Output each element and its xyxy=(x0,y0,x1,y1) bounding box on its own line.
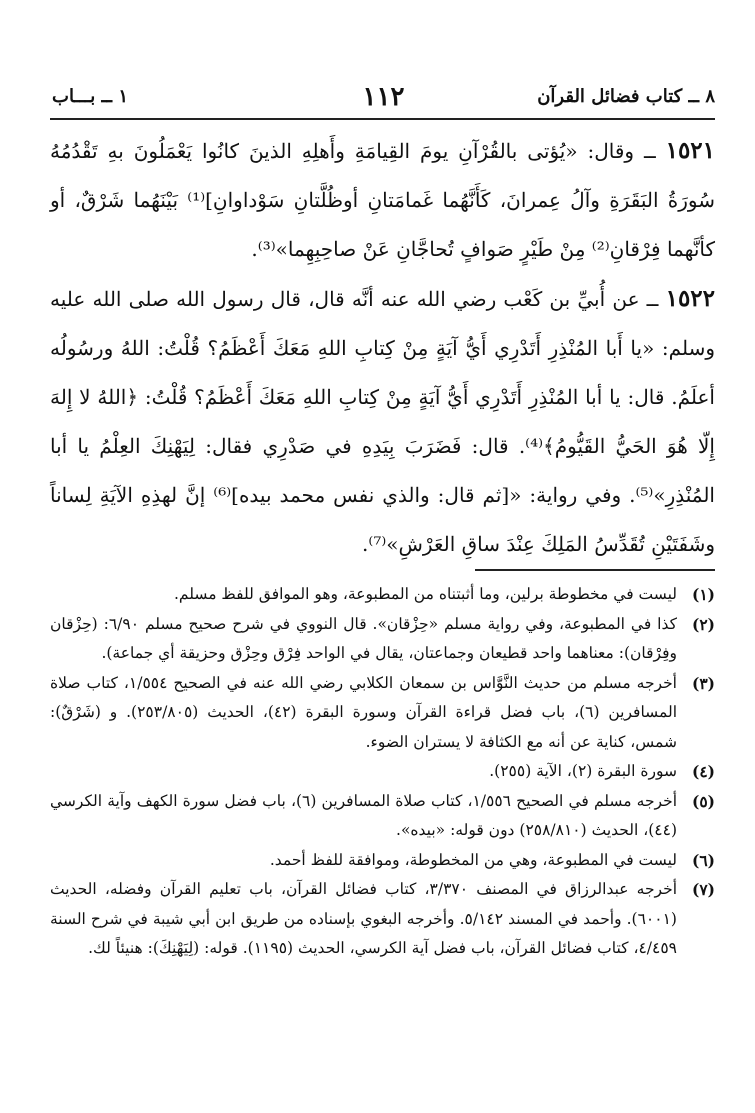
footnote-text: كذا في المطبوعة، وفي رواية مسلم «حِزْقان». قال النووي في شرح صحيح مسلم ٦/٩٠: (حِزْقان وفِرْقان): معناهما واحد قطيعان وجماعتان، يقال في الواحد فِرْق وحِزْق وحزيقة أي جماعة). xyxy=(50,614,677,662)
footnote-number: (١) xyxy=(691,585,715,604)
hadith-entry xyxy=(50,126,715,274)
chapter-label: ١ ــ بـــاب xyxy=(52,86,129,107)
footnote-number: (٥) xyxy=(691,791,715,811)
hadith-text: ــ وقال: «يُؤتى بالقُرْآنِ يومَ القِيامَةِ وأَهلِهِ الذينَ كانُوا يَعْمَلُونَ بهِ تَقْدُمُهُ سُورَةُ البَقَرَةِ وآلُ عِمرانَ، كَأَنَّهُما غَمامَتانِ أوظُلَّتانِ سَوْداوانِ]⁽¹⁾ بَيْنَهُما شَرْقٌ، أو كأنَّهما فِرْقانِ⁽²⁾ مِنْ طَيْرٍ صَوافٍ تُحاجَّانِ عَنْ صاحِبِهِما»⁽³⁾. xyxy=(50,139,715,261)
footnote-number: (٤) xyxy=(691,762,715,781)
hadith-entry xyxy=(50,274,715,569)
hadith-number: ١٥٢٢ xyxy=(665,285,716,312)
book-title: ٨ ــ كتاب فضائل القرآن xyxy=(537,86,715,107)
footnote-number: (٦) xyxy=(691,850,715,870)
footnote-item xyxy=(50,875,715,964)
hadith-number: ١٥٢١ xyxy=(665,137,716,164)
footnote-text: ليست في المطبوعة، وهي من المخطوطة، وموافقة للفظ أحمد. xyxy=(269,850,677,869)
footnote-item xyxy=(50,669,715,758)
footnote-text: أخرجه مسلم في الصحيح ١/٥٥٦، كتاب صلاة المسافرين (٦)، باب فضل سورة الكهف وآية الكرسي (٤٤)، الحديث (٢٥٨/٨١٠) دون قوله: «بيده». xyxy=(50,791,677,839)
footnote-text: ليست في مخطوطة برلين، وما أثبتناه من المطبوعة، وهو الموافق للفظ مسلم. xyxy=(174,585,677,603)
footnote-item xyxy=(50,610,715,669)
footnote-text: أخرجه عبدالرزاق في المصنف ٣/٣٧٠، كتاب فضائل القرآن، باب تعليم القرآن وفضله، الحديث (٦٠٠١). وأحمد في المسند ٥/١٤٢. وأخرجه البغوي بإسناده من طريق ابن أبي شيبة في شرح السنة ٤/٤٥٩، كتاب فضائل القرآن، باب فضل آية الكرسي، الحديث (١١٩٥). قوله: (لِيَهْنِكَ): هنيئاً لك. xyxy=(50,880,677,957)
header-divider xyxy=(50,118,715,120)
footnote-item xyxy=(50,787,715,846)
footnote-number: (٣) xyxy=(691,673,715,693)
footnote-number: (٧) xyxy=(691,880,715,899)
footnote-text: سورة البقرة (٢)، الآية (٢٥٥). xyxy=(489,762,677,780)
footnote-item xyxy=(50,580,715,610)
footnote-number: (٢) xyxy=(691,614,715,634)
footnote-text: أخرجه مسلم من حديث النَّوَّاس بن سمعان الكلابي رضي الله عنه في الصحيح ١/٥٥٤، كتاب صلاة المسافرين (٦)، باب فضل قراءة القرآن وسورة البقرة (٤٢)، الحديث (٢٥٣/٨٠٥). و (شَرْقٌ): شمس، كناية عن أنه مع الكثافة لا يستران الضوء. xyxy=(50,673,677,751)
footnote-item xyxy=(50,757,715,787)
footnote-item xyxy=(50,846,715,876)
running-header xyxy=(52,82,715,122)
page-number: ١١٢ xyxy=(362,82,405,112)
hadith-text: ــ عن أُبيِّ بن كَعْب رضي الله عنه أنَّه قال، قال رسول الله صلى الله عليه وسلم: «يا أَبا المُنْذِرِ أَتَدْرِي أَيُّ آيَةٍ مِنْ كِتابِ اللهِ مَعَكَ أَعْظَمُ؟ قُلْتُ: اللهُ ورسُولُه أعلَمُ. قال: يا أبا المُنْذِرِ أَتَدْرِي أَيُّ آيَةٍ مِنْ كِتابِ اللهِ مَعَكَ أَعْظَمُ؟ قُلْتُ: ﴿اللهُ لا إِلهَ إِلّا هُوَ الحَيُّ القَيُّومُ﴾⁽⁴⁾. قال: فَضَرَبَ بِيَدِهِ في صَدْرِي فقال: لِيَهْنِكَ العِلْمُ يا أبا المُنْذِرِ»⁽⁵⁾. وفي رواية: «[ثم قال: والذي نفس محمد بيده]⁽⁶⁾ إنَّ لهذِهِ الآيَةِ لِساناً وشَفَتَيْنِ تُقَدِّسُ المَلِكَ عِنْدَ ساقِ العَرْشِ»⁽⁷⁾. xyxy=(50,287,715,556)
main-text xyxy=(50,126,715,569)
footnote-separator xyxy=(475,569,715,571)
footnotes xyxy=(50,580,715,964)
